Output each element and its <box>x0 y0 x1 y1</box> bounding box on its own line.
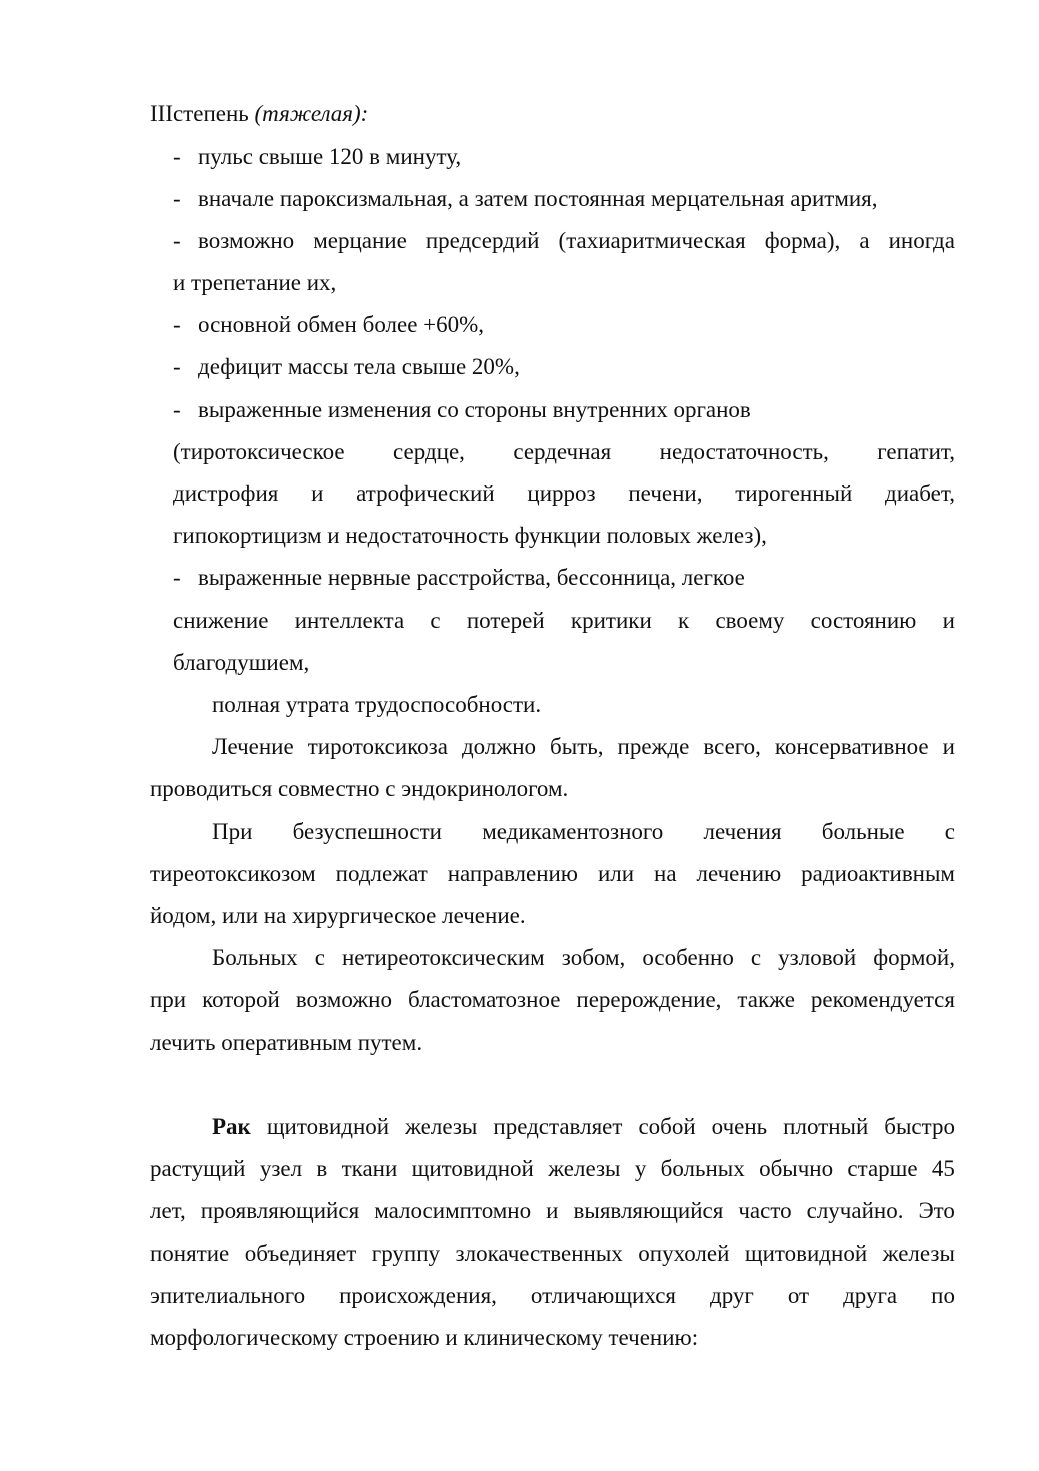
word: рекомендуется <box>810 987 955 1012</box>
word: опухолей <box>638 1241 730 1266</box>
word: сердце, <box>393 439 465 464</box>
cancer-line-5 <box>150 1281 955 1311</box>
word: также <box>737 987 795 1012</box>
bullet-flutter-cont: и трепетание их, <box>173 270 337 295</box>
word: бластоматозное <box>407 987 561 1012</box>
word: или <box>597 861 635 886</box>
word: железы <box>405 1114 478 1139</box>
heading-prefix: IIIстепень <box>150 101 249 126</box>
goiter-line-3: лечить оперативным путем. <box>150 1030 423 1055</box>
word: радиоактивным <box>801 861 955 886</box>
word: интеллекта <box>294 608 405 633</box>
bullet-metabolism <box>173 310 484 340</box>
word: тиреотоксикозом <box>150 861 316 886</box>
word: 45 <box>931 1156 955 1181</box>
word: с <box>944 819 955 844</box>
word: от <box>787 1283 810 1308</box>
word: которой <box>202 987 280 1012</box>
word: проявляющийся <box>200 1198 360 1223</box>
treatment-line-1 <box>212 732 955 762</box>
word: железы <box>882 1241 955 1266</box>
bullet-arrhythmia <box>173 184 878 214</box>
word: Лечение <box>212 734 294 759</box>
word: направлению <box>447 861 578 886</box>
word: по <box>931 1283 955 1308</box>
word: потерей <box>466 608 545 633</box>
bullet-dash: - <box>173 397 181 422</box>
justified-line <box>198 226 955 256</box>
word: плотный <box>783 1114 869 1139</box>
word: выявляющийся <box>573 1198 724 1223</box>
word: злокачественных <box>455 1241 623 1266</box>
word: и <box>311 481 324 506</box>
word: мерцание <box>313 228 407 253</box>
word: с <box>314 945 325 970</box>
word: лечению <box>696 861 782 886</box>
bullet-text: вначале пароксизмальная, а затем постоянная мерцательная аритмия, <box>198 186 878 211</box>
bullet-dash: - <box>173 354 181 379</box>
treatment-line-2: проводиться совместно с эндокринологом. <box>150 776 569 801</box>
word: лет, <box>150 1198 186 1223</box>
bullet-dash: - <box>173 144 181 169</box>
bullet-weight <box>173 352 520 382</box>
word: и <box>942 734 955 759</box>
word: сердечная <box>513 439 612 464</box>
word: безуспешности <box>292 819 442 844</box>
word: Это <box>918 1198 955 1223</box>
word: атрофический <box>356 481 495 506</box>
word: иногда <box>888 228 955 253</box>
word: возможно <box>198 228 295 253</box>
word: с <box>750 945 762 970</box>
severity-heading <box>150 99 368 129</box>
cancer-line-3 <box>150 1196 955 1226</box>
word: быстро <box>884 1114 955 1139</box>
word: критики <box>570 608 652 633</box>
nervous-line-2 <box>173 606 955 636</box>
word: друг <box>710 1283 754 1308</box>
word: тирогенный <box>735 481 853 506</box>
word: Больных <box>212 945 298 970</box>
word: При <box>212 819 253 844</box>
word: железы <box>548 1156 621 1181</box>
word: малосимптомно <box>374 1198 532 1223</box>
word: друга <box>843 1283 898 1308</box>
word: ткани <box>341 1156 398 1181</box>
word: и <box>942 608 955 633</box>
word: часто <box>738 1198 792 1223</box>
word: больных <box>660 1156 745 1181</box>
cancer-line-2 <box>150 1154 955 1184</box>
word: состоянию <box>810 608 917 633</box>
word: растущий <box>150 1156 246 1181</box>
failure-line-1 <box>212 817 955 847</box>
word: перерождение, <box>576 987 722 1012</box>
word: у <box>634 1156 647 1181</box>
word: узел <box>259 1156 303 1181</box>
cancer-line-6: морфологическому строению и клиническому течению: <box>150 1325 699 1350</box>
cancer-bold-term: Рак <box>212 1114 251 1139</box>
bullet-text: выраженные нервные расстройства, бессонница, легкое <box>198 565 745 590</box>
word: форма), <box>764 228 841 253</box>
word: узловой <box>778 945 857 970</box>
bullet-nervous <box>173 563 745 593</box>
heading-italic: (тяжелая): <box>254 101 369 126</box>
bullet-dash: - <box>173 565 181 590</box>
goiter-line-2 <box>150 985 955 1015</box>
word: случайно. <box>806 1198 904 1223</box>
word: собой <box>638 1114 696 1139</box>
word: быть, <box>550 734 604 759</box>
disability-line: полная утрата трудоспособности. <box>212 692 542 717</box>
word: предсердий <box>425 228 540 253</box>
word: лечения <box>703 819 782 844</box>
word: объединяет <box>244 1241 357 1266</box>
word: гепатит, <box>877 439 955 464</box>
word: эпителиального <box>150 1283 306 1308</box>
word: щитовидной <box>411 1156 534 1181</box>
word: щитовидной <box>266 1114 390 1139</box>
goiter-line-1 <box>212 943 955 973</box>
organs-line-3 <box>173 479 955 509</box>
failure-line-3: йодом, или на хирургическое лечение. <box>150 903 526 928</box>
word: в <box>316 1156 328 1181</box>
word: возможно <box>295 987 392 1012</box>
word: (тиротоксическое <box>173 439 345 464</box>
word: тиротоксикоза <box>307 734 448 759</box>
word: цирроз <box>527 481 596 506</box>
bullet-dash: - <box>173 228 181 253</box>
word: особенно <box>642 945 734 970</box>
word: своему <box>715 608 785 633</box>
word: и <box>546 1198 559 1223</box>
bullet-text: дефицит массы тела свыше 20%, <box>198 354 520 379</box>
word: (тахиаритмическая <box>558 228 746 253</box>
word: представляет <box>493 1114 623 1139</box>
word: печени, <box>628 481 703 506</box>
word: недостаточность, <box>659 439 829 464</box>
bullet-dash: - <box>173 312 181 337</box>
word: к <box>678 608 690 633</box>
organs-line-4: гипокортицизм и недостаточность функции половых желез), <box>173 523 767 548</box>
bullet-text: пульс свыше 120 в минуту, <box>198 144 462 169</box>
word: медикаментозного <box>482 819 664 844</box>
word: должно <box>461 734 537 759</box>
word: группу <box>371 1241 441 1266</box>
bullet-text: выраженные изменения со стороны внутренних органов <box>198 397 751 422</box>
bullet-flutter <box>173 226 955 256</box>
word: очень <box>711 1114 768 1139</box>
word: при <box>150 987 187 1012</box>
word: дистрофия <box>173 481 279 506</box>
word: всего, <box>703 734 761 759</box>
word: обычно <box>759 1156 834 1181</box>
word: происхождения, <box>339 1283 497 1308</box>
word: зобом, <box>561 945 626 970</box>
word: подлежат <box>335 861 428 886</box>
word: диабет, <box>885 481 955 506</box>
word: консервативное <box>774 734 929 759</box>
bullet-pulse <box>173 142 461 172</box>
organs-line-2 <box>173 437 955 467</box>
word: с <box>430 608 441 633</box>
word: нетиреотоксическим <box>341 945 545 970</box>
word: на <box>654 861 677 886</box>
word: понятие <box>150 1241 230 1266</box>
word: а <box>859 228 870 253</box>
word: прежде <box>617 734 690 759</box>
word: старше <box>847 1156 918 1181</box>
bullet-organs <box>173 395 751 425</box>
word: щитовидной <box>744 1241 868 1266</box>
nervous-line-3: благодушием, <box>173 650 310 675</box>
word: больные <box>821 819 905 844</box>
bullet-dash: - <box>173 186 181 211</box>
bullet-text: основной обмен более +60%, <box>198 312 485 337</box>
failure-line-2 <box>150 859 955 889</box>
cancer-line-1 <box>212 1112 955 1142</box>
word: формой, <box>873 945 955 970</box>
word: отличающихся <box>530 1283 676 1308</box>
cancer-line-4 <box>150 1239 955 1269</box>
word: снижение <box>173 608 269 633</box>
